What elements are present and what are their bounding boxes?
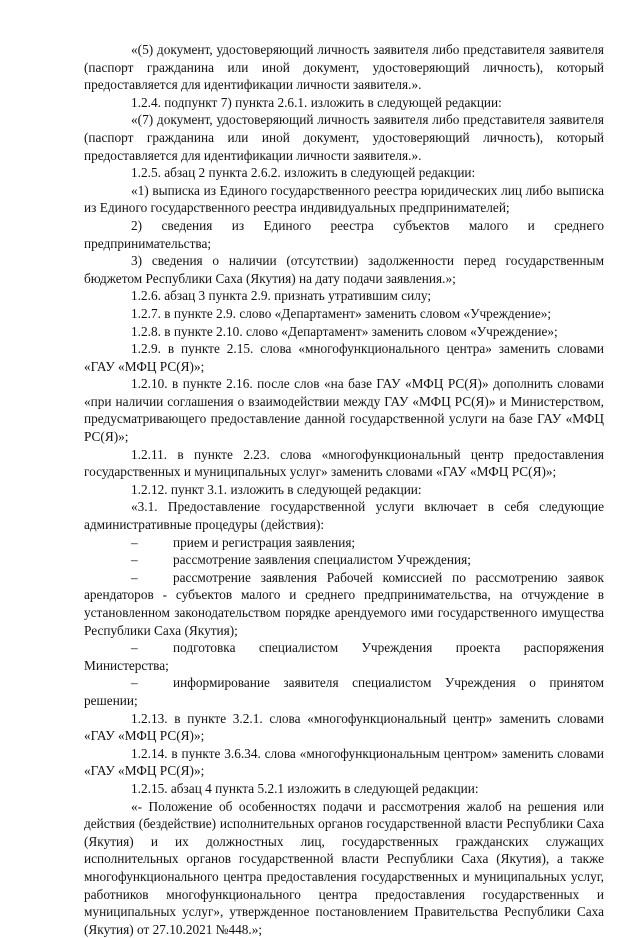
- paragraph-1-2-13: 1.2.13. в пункте 3.2.1. слова «многофункциональный центр» заменить словами «ГАУ «МФЦ РС(Я)»;: [84, 710, 604, 744]
- list-item-informing: [84, 674, 604, 709]
- paragraph-1-2-7: 1.2.7. в пункте 2.9. слово «Департамент» заменить словом «Учреждение»;: [131, 305, 552, 321]
- list-item-review-commission: [84, 569, 604, 639]
- dash-mark: –: [131, 552, 138, 568]
- paragraph-3-1: «3.1. Предоставление государственной услуги включает в себя следующие административные процедуры (действия):: [84, 499, 604, 533]
- paragraph-7-document: «(7) документ, удостоверяющий личность заявителя либо представителя заявителя (паспорт гражданина или иной документ, удостоверяющий личность), который предоставляется для идентификации личности заявителя.».: [84, 112, 604, 163]
- dash-mark: –: [131, 534, 138, 550]
- paragraph-1-2-14: 1.2.14. в пункте 3.6.34. слова «многофункциональным центром» заменить словами «ГАУ «МФЦ РС(Я)»;: [84, 745, 604, 779]
- dash-mark: –: [131, 640, 138, 656]
- paragraph-complaint-regulation: «- Положение об особенностях подачи и рассмотрения жалоб на решения или действия (бездействие) исполнительных органов государственной власти Республики Саха (Якутия) и их должностных лиц, государственных гражданских служащих исполнительных органов государственной власти Республики Саха (Якутия), а также многофункционального центра предоставления государственных и муниципальных услуг, работников многофункционального центра предоставления государственных и муниципальных услуг», утвержденное постановлением Правительства Республики Саха (Якутия) от 27.10.2021 №448.»;: [84, 798, 604, 937]
- list-item-preparation: [84, 639, 604, 674]
- dash-mark: –: [131, 675, 138, 691]
- list-item-text: рассмотрение заявления Рабочей комиссией по рассмотрению заявок арендаторов - субъектов малого и среднего предпринимательства, на отчуждение в установленном законодательством порядке арендуемого ими государственного имущества Республики Саха (Якутия);: [84, 569, 604, 638]
- list-item-reception: [84, 534, 604, 552]
- paragraph-1-2-4: 1.2.4. подпункт 7) пункта 2.6.1. изложить в следующей редакции:: [131, 94, 502, 110]
- paragraph-1-2-15: 1.2.15. абзац 4 пункта 5.2.1 изложить в следующей редакции:: [131, 780, 479, 796]
- dash-mark: –: [131, 569, 138, 585]
- paragraph-1-2-9: 1.2.9. в пункте 2.15. слова «многофункционального центра» заменить словами «ГАУ «МФЦ РС(Я)»;: [84, 341, 604, 374]
- paragraph-1-2-6: 1.2.6. абзац 3 пункта 2.9. признать утратившим силу;: [131, 288, 432, 304]
- paragraph-1-2-11: 1.2.11. в пункте 2.23. слова «многофункциональный центр предоставления государственных и муниципальных услуг» заменить словами «ГАУ «МФЦ РС(Я)»;: [84, 446, 604, 480]
- list-item-text: рассмотрение заявления специалистом Учреждения;: [173, 552, 471, 568]
- paragraph-1-2-5: 1.2.5. абзац 2 пункта 2.6.2. изложить в следующей редакции:: [131, 165, 476, 181]
- list-item-text: информирование заявителя специалистом Учреждения о принятом решении;: [84, 675, 604, 708]
- paragraph-1-2-8: 1.2.8. в пункте 2.10. слово «Департамент» заменить словом «Учреждение»;: [131, 323, 558, 339]
- paragraph-5-document: «(5) документ, удостоверяющий личность заявителя либо представителя заявителя (паспорт гражданина или иной документ, удостоверяющий личность), который предоставляется для идентификации личности заявителя.».: [84, 42, 604, 93]
- list-item-review-specialist: [84, 551, 604, 569]
- paragraph-1-2-10: 1.2.10. в пункте 2.16. после слов «на базе ГАУ «МФЦ РС(Я)» дополнить словами «при наличии соглашения о взаимодействии между ГАУ «МФЦ РС(Я)» и Министерством, предусматривающего предоставление данной государственной услуги на базе ГАУ «МФЦ РС(Я)»;: [84, 376, 604, 445]
- paragraph-item-2-registry: 2) сведения из Единого реестра субъектов малого и среднего предпринимательства;: [84, 217, 604, 251]
- list-item-text: подготовка специалистом Учреждения проекта распоряжения Министерства;: [84, 640, 604, 673]
- paragraph-item-3-debt: 3) сведения о наличии (отсутствии) задолженности перед государственным бюджетом Республики Саха (Якутия) на дату подачи заявления.»;: [84, 253, 604, 286]
- paragraph-1-2-12: 1.2.12. пункт 3.1. изложить в следующей редакции:: [131, 481, 422, 497]
- paragraph-item-1-extract: «1) выписка из Единого государственного реестра юридических лиц либо выписка из Единого государственного реестра индивидуальных предпринимателей;: [84, 182, 604, 216]
- list-item-text: прием и регистрация заявления;: [173, 534, 356, 550]
